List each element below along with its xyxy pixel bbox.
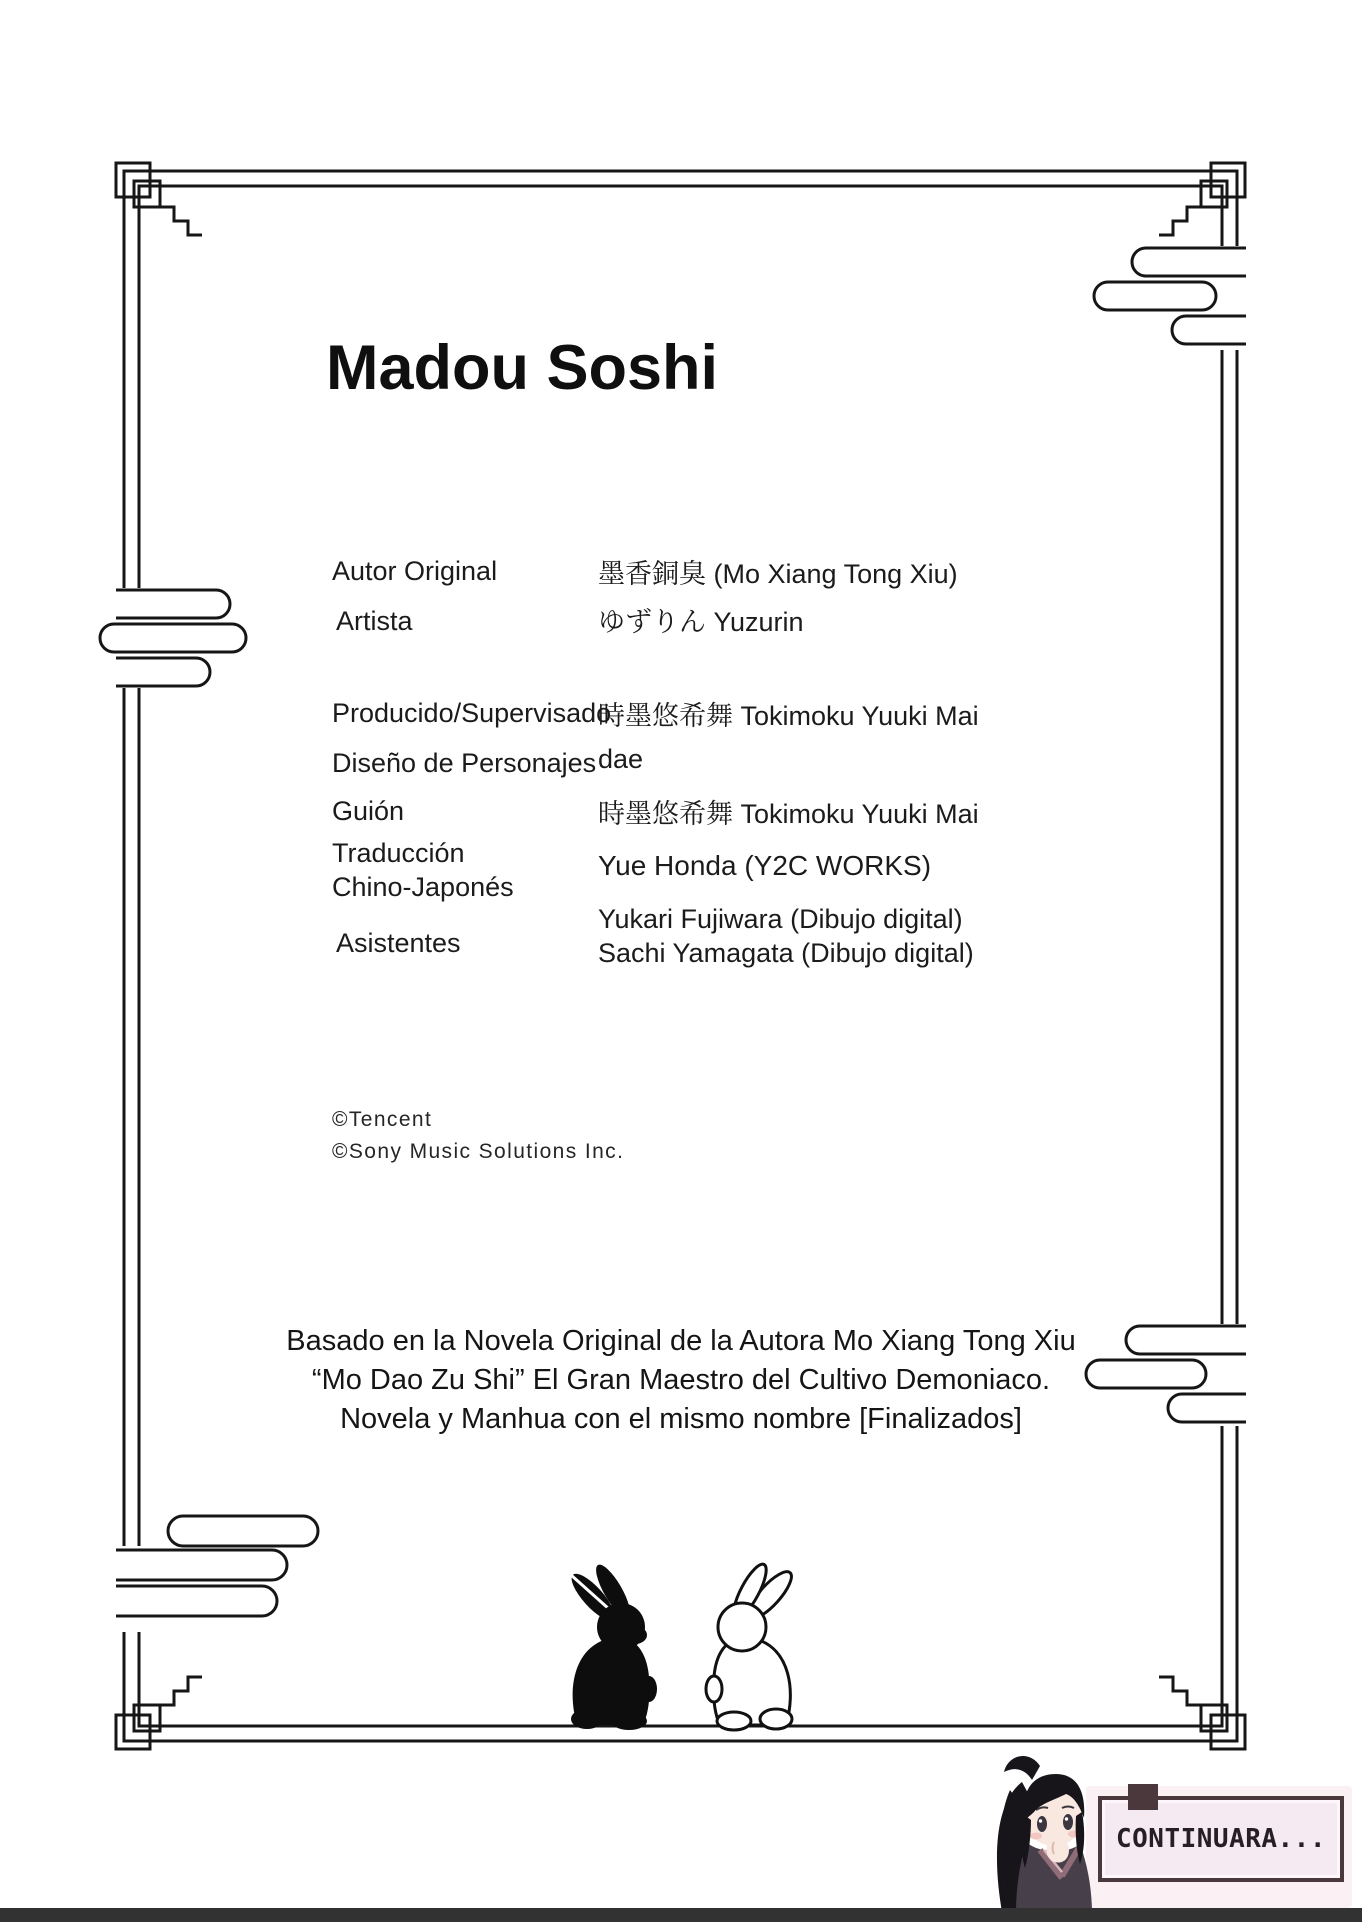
copyright-tencent: ©Tencent xyxy=(332,1108,433,1131)
credit-value-producido: 時墨悠希舞 Tokimoku Yuuki Mai xyxy=(598,701,979,731)
bottom-dark-strip xyxy=(0,1908,1362,1922)
continuara-box-tab xyxy=(1128,1784,1158,1810)
copyright-sony: ©Sony Music Solutions Inc. xyxy=(332,1140,625,1163)
cloud-motif-top-right xyxy=(1094,246,1246,350)
corner-ornament-bottom-left xyxy=(116,1677,202,1749)
credit-value-diseno: dae xyxy=(598,744,644,774)
credit-value-asistentes-line1: Yukari Fujiwara (Dibujo digital) xyxy=(598,904,963,934)
corner-ornament-top-right xyxy=(1159,163,1245,235)
credit-value-autor-original: 墨香銅臭 (Mo Xiang Tong Xiu) xyxy=(598,559,958,589)
based-on-line3: Novela y Manhua con el mismo nombre [Finalizados] xyxy=(340,1403,1022,1435)
cloud-motif-bottom-left xyxy=(116,1516,318,1632)
credit-value-asistentes-line2: Sachi Yamagata (Dibujo digital) xyxy=(598,938,974,968)
credit-label-asistentes: Asistentes xyxy=(336,928,461,958)
credit-label-producido: Producido/Supervisado xyxy=(332,698,612,728)
credit-value-artista: ゆずりん Yuzurin xyxy=(598,607,804,637)
black-rabbit-icon xyxy=(565,1561,657,1730)
corner-ornament-bottom-right xyxy=(1159,1677,1245,1749)
white-rabbit-icon xyxy=(706,1560,798,1730)
credit-label-traduccion-line1: Traducción xyxy=(332,838,465,868)
based-on-note xyxy=(151,1322,1211,1439)
credit-value-guion: 時墨悠希舞 Tokimoku Yuuki Mai xyxy=(598,799,979,829)
continuara-label: CONTINUARA... xyxy=(1116,1824,1326,1854)
credit-label-artista: Artista xyxy=(336,606,413,636)
based-on-line2: “Mo Dao Zu Shi” El Gran Maestro del Cultivo Demoniaco. xyxy=(311,1364,1051,1396)
credit-label-diseno: Diseño de Personajes xyxy=(332,748,597,778)
chibi-character-illustration xyxy=(988,1750,1110,1914)
credit-value-traduccion: Yue Honda (Y2C WORKS) xyxy=(598,850,932,881)
page-title: Madou Soshi xyxy=(326,333,718,403)
cloud-motif-left xyxy=(100,588,246,688)
corner-ornament-top-left xyxy=(116,163,202,235)
credit-label-guion: Guión xyxy=(332,796,405,826)
based-on-line1: Basado en la Novela Original de la Autora Mo Xiang Tong Xiu xyxy=(286,1325,1076,1357)
credit-label-traduccion-line2: Chino-Japonés xyxy=(332,872,514,902)
credit-label-autor-original: Autor Original xyxy=(332,556,498,586)
